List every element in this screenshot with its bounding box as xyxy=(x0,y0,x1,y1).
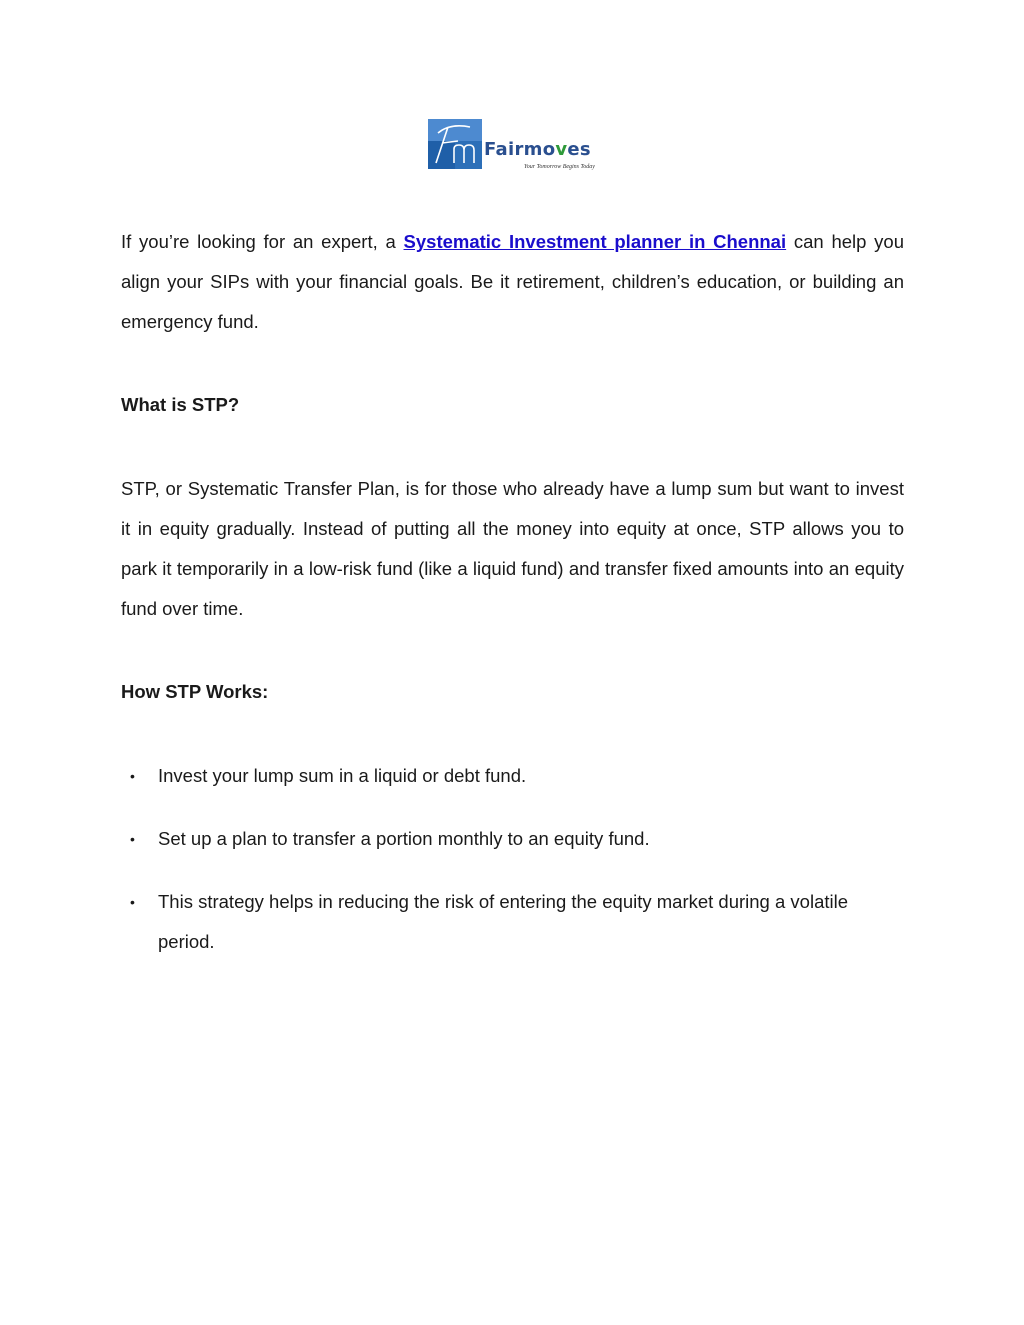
list-item xyxy=(121,756,904,796)
intro-paragraph xyxy=(121,222,904,342)
list-item xyxy=(121,882,904,962)
intro-text-after: can help you align your SIPs with your financial goals. Be it retirement, children’s education, or building an emergency fund. xyxy=(121,231,904,332)
sip-planner-link[interactable]: Systematic Investment planner in Chennai xyxy=(403,231,787,252)
fairmoves-logo xyxy=(428,119,600,175)
logo-tagline: Your Tomorrow Begins Today xyxy=(524,164,595,170)
logo-checkmark-letter: v xyxy=(555,139,568,160)
logo-word-pre: Fairmo xyxy=(484,139,556,160)
how-stp-works-heading: How STP Works: xyxy=(121,681,269,702)
stp-steps-list xyxy=(121,756,904,985)
logo-wordmark xyxy=(484,141,591,159)
what-is-stp-heading: What is STP? xyxy=(121,394,240,415)
bullet-icon: • xyxy=(130,831,135,847)
bullet-icon: • xyxy=(130,768,135,784)
list-item-text: This strategy helps in reducing the risk of entering the equity market during a volatile period. xyxy=(158,891,849,952)
intro-text-before: If you’re looking for an expert, a xyxy=(121,231,404,252)
bullet-icon: • xyxy=(130,894,135,910)
stp-definition-paragraph: STP, or Systematic Transfer Plan, is for those who already have a lump sum but want to invest it in equity gradually. Instead of putting all the money into equity at once, STP allows you to park it temporarily in a low-risk fund (like a liquid fund) and transfer fixed amounts into an equity fund over time. xyxy=(121,478,904,619)
logo-word-post: es xyxy=(567,139,591,160)
fm-monogram-icon xyxy=(428,119,482,169)
list-item-text: Invest your lump sum in a liquid or debt fund. xyxy=(158,765,527,786)
list-item xyxy=(121,819,904,859)
list-item-text: Set up a plan to transfer a portion monthly to an equity fund. xyxy=(158,828,650,849)
